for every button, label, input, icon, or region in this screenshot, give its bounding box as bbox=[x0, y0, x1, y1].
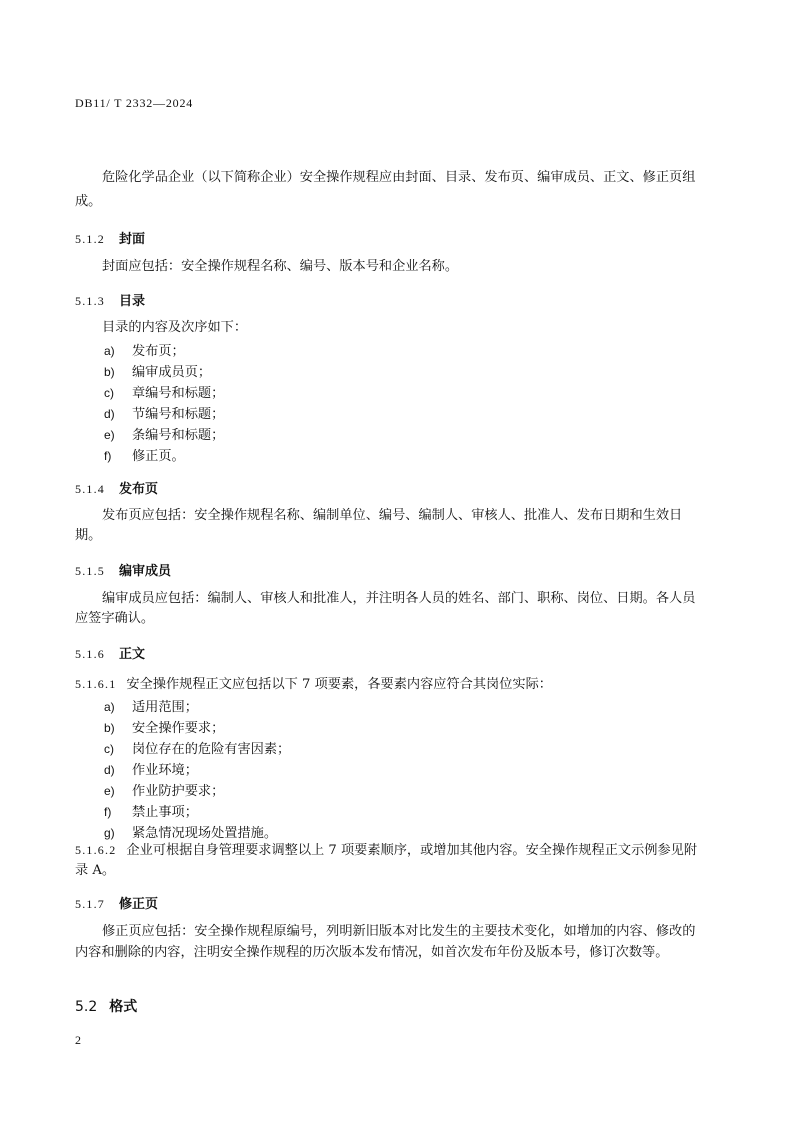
list-item: b) 编审成员页； bbox=[104, 365, 212, 380]
clause-5-1-2-heading bbox=[75, 228, 145, 247]
list-item: d) 作业环境； bbox=[104, 763, 198, 778]
clause-5-1-5-heading bbox=[75, 560, 171, 579]
clause-number: 5.1.5 bbox=[75, 564, 105, 578]
clause-number: 5.1.6 bbox=[75, 647, 105, 661]
clause-5-1-7-heading bbox=[75, 893, 158, 912]
section-number: 5.2 bbox=[75, 999, 98, 1015]
page-number: 2 bbox=[75, 1033, 81, 1047]
subclause-text: 安全操作规程正文应包括以下 7 项要素，各要素内容应符合其岗位实际： bbox=[126, 677, 552, 692]
clause-5-1-6-2 bbox=[75, 840, 701, 881]
list-item: e) 作业防护要求； bbox=[104, 784, 225, 799]
clause-5-1-4-body: 发布页应包括：安全操作规程名称、编制单位、编号、编制人、审核人、批准人、发布日期和生效日期。 bbox=[75, 508, 683, 543]
clause-number: 5.1.2 bbox=[75, 232, 105, 246]
list-item: d) 节编号和标题； bbox=[104, 407, 225, 422]
clause-5-1-6-1 bbox=[75, 674, 701, 695]
list-item: f) 修正页。 bbox=[104, 449, 185, 464]
clause-title: 修正页 bbox=[119, 897, 159, 912]
clause-number: 5.1.4 bbox=[75, 482, 105, 496]
subclause-number: 5.1.6.1 bbox=[75, 677, 117, 691]
clause-5-1-3-lead: 目录的内容及次序如下： bbox=[102, 320, 248, 335]
clause-5-1-2-body: 封面应包括：安全操作规程名称、编号、版本号和企业名称。 bbox=[102, 259, 459, 274]
subclause-number: 5.1.6.2 bbox=[75, 843, 117, 857]
list-item: a) 发布页； bbox=[104, 344, 185, 359]
list-item: c) 章编号和标题； bbox=[104, 386, 225, 401]
document-code: DB11/ T 2332—2024 bbox=[75, 96, 194, 110]
intro-paragraph: 危险化学品企业（以下简称企业）安全操作规程应由封面、目录、发布页、编审成员、正文、修正页组成。 bbox=[75, 170, 696, 209]
list-item: g) 紧急情况现场处置措施。 bbox=[104, 826, 278, 841]
clause-title: 编审成员 bbox=[119, 564, 172, 579]
clause-5-1-4-heading bbox=[75, 478, 158, 497]
section-title: 格式 bbox=[109, 999, 138, 1015]
clause-5-1-5-body: 编审成员应包括：编制人、审核人和批准人，并注明各人员的姓名、部门、职称、岗位、日期。各人员应签字确认。 bbox=[75, 591, 696, 626]
clause-5-1-6-heading bbox=[75, 643, 145, 662]
clause-title: 目录 bbox=[119, 294, 146, 309]
clause-5-1-7-body: 修正页应包括：安全操作规程原编号，列明新旧版本对比发生的主要技术变化，如增加的内容、修改的内容和删除的内容，注明安全操作规程的历次版本发布情况，如首次发布年份及版本号，修订次数等。 bbox=[75, 924, 696, 960]
clause-5-1-3-heading bbox=[75, 290, 145, 309]
list-item: f) 禁止事项； bbox=[104, 805, 198, 820]
clause-number: 5.1.7 bbox=[75, 897, 105, 911]
clause-number: 5.1.3 bbox=[75, 294, 105, 308]
list-item: e) 条编号和标题； bbox=[104, 428, 225, 443]
clause-title: 封面 bbox=[119, 232, 146, 247]
list-item: c) 岗位存在的危险有害因素； bbox=[104, 742, 291, 757]
list-item: b) 安全操作要求； bbox=[104, 721, 225, 736]
clause-title: 正文 bbox=[119, 647, 146, 662]
list-item: a) 适用范围； bbox=[104, 700, 198, 715]
clause-title: 发布页 bbox=[119, 482, 159, 497]
section-5-2-heading bbox=[75, 996, 137, 1016]
subclause-text: 企业可根据自身管理要求调整以上 7 项要素顺序，或增加其他内容。安全操作规程正文示例参见附录 A。 bbox=[75, 843, 698, 878]
